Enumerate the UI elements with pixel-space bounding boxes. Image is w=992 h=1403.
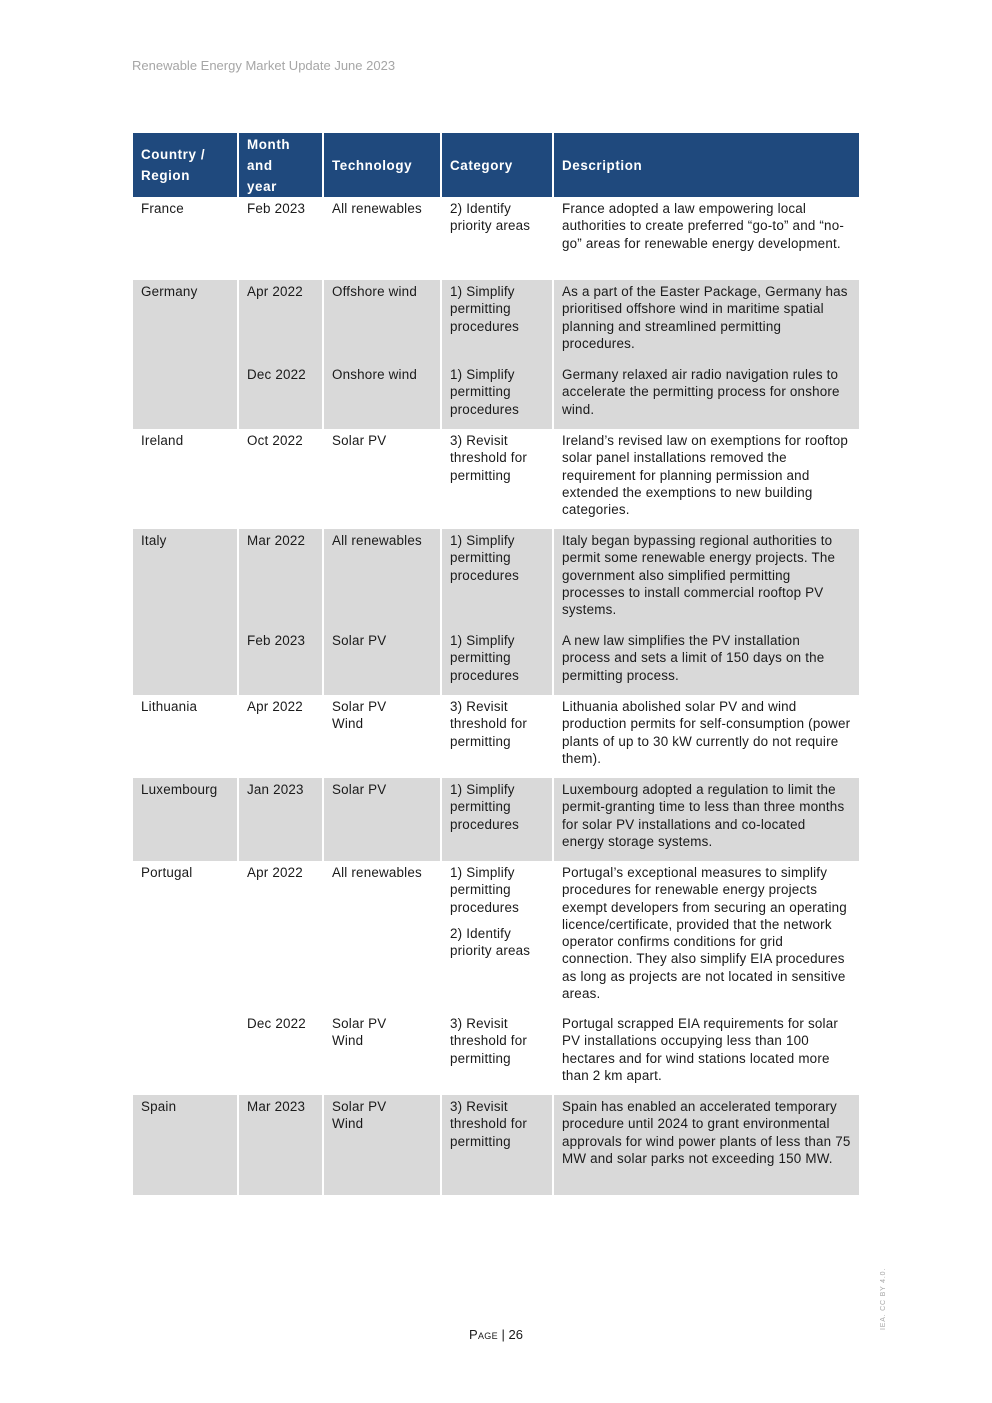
cell-technology: Offshore wind [324,280,442,363]
category-item: 3) Revisit threshold for permitting [450,433,528,483]
category-item: 1) Simplify permitting procedures [450,633,519,683]
technology-text: Solar PV Wind [332,1099,387,1132]
cell-date: Jan 2023 [239,778,324,861]
cell-description: France adopted a law empowering local authorities to create preferred “go-to” and “no-go” areas for renewable energy development. [554,197,859,280]
category-item: 3) Revisit threshold for permitting [450,1099,528,1149]
table-row [133,629,859,695]
cell-description: A new law simplifies the PV installation process and sets a limit of 150 days on the permitting process. [554,629,859,695]
category-item: 3) Revisit threshold for permitting [450,699,528,749]
cell-category [442,861,554,1012]
cell-country: Portugal [133,861,239,1095]
cell-date: Dec 2022 [239,1012,324,1095]
technology-text: Solar PV Wind [332,1016,387,1049]
table-row [133,429,859,529]
table-row [133,363,859,429]
cell-category [442,197,554,280]
category-item: 3) Revisit threshold for permitting [450,1016,528,1066]
cell-category [442,778,554,861]
cell-country: Luxembourg [133,778,239,861]
category-item: 1) Simplify permitting procedures [450,782,519,832]
cell-category [442,429,554,529]
col-header-category: Category [442,133,554,197]
cell-date: Apr 2022 [239,695,324,778]
cell-category [442,1012,554,1095]
cell-description: Ireland’s revised law on exemptions for rooftop solar panel installations removed the requirement for planning permission and extended the exemptions to new building categories. [554,429,859,529]
cell-country: Italy [133,529,239,695]
policy-table [133,133,859,1195]
table-row [133,280,859,363]
category-item: 1) Simplify permitting procedures [450,367,519,417]
col-header-description: Description [554,133,859,197]
category-item: 1) Simplify permitting procedures [450,533,519,583]
cell-technology: Solar PV [324,778,442,861]
cell-category [442,280,554,363]
running-header: Renewable Energy Market Update June 2023 [132,58,396,73]
cell-category [442,363,554,429]
table-header-row [133,133,859,197]
cell-technology [324,695,442,778]
cell-technology [324,1012,442,1095]
cell-category [442,1095,554,1195]
cell-country: Germany [133,280,239,429]
cell-technology: Solar PV [324,629,442,695]
cell-description: Germany relaxed air radio navigation rules to accelerate the permitting process for onshore wind. [554,363,859,429]
cell-description: As a part of the Easter Package, Germany has prioritised offshore wind in maritime spatial planning and streamlined permitting procedures. [554,280,859,363]
cell-category [442,529,554,629]
table-row [133,778,859,861]
cell-category [442,695,554,778]
category-item: 1) Simplify permitting procedures [450,284,519,334]
cell-description: Italy began bypassing regional authorities to permit some renewable energy projects. The government also simplified permitting processes to install commercial rooftop PV systems. [554,529,859,629]
cell-date: Mar 2022 [239,529,324,629]
col-header-technology: Technology [324,133,442,197]
cell-description: Portugal scrapped EIA requirements for solar PV installations occupying less than 100 hectares and for wind stations located more than 2 km apart. [554,1012,859,1095]
cell-country: Ireland [133,429,239,529]
cell-description: Luxembourg adopted a regulation to limit the permit-granting time to less than three months for solar PV installations and co-located energy storage systems. [554,778,859,861]
cell-description: Portugal’s exceptional measures to simplify procedures for renewable energy projects exempt developers from securing an operating licence/certificate, provided that the network operator confirms conditions for grid connection. They also simplify EIA procedures as long as projects are not located in sensitive areas. [554,861,859,1012]
table-row [133,529,859,629]
cell-date: Apr 2022 [239,861,324,1012]
col-header-month-year [239,133,324,197]
col-header-country: Country / Region [133,133,239,197]
cell-date: Apr 2022 [239,280,324,363]
cell-technology: Onshore wind [324,363,442,429]
table-row [133,197,859,280]
cell-technology: All renewables [324,529,442,629]
cell-country: Lithuania [133,695,239,778]
category-item: 2) Identify priority areas [450,201,531,234]
cell-technology [324,1095,442,1195]
page-footer [0,1327,992,1342]
col-header-month-year-line1: Month and [247,136,291,173]
table-row [133,1012,859,1095]
cell-country: Spain [133,1095,239,1195]
cell-country: France [133,197,239,280]
page-number: 26 [508,1327,523,1342]
table-row [133,1095,859,1195]
col-header-month-year-line2: year [247,178,277,194]
cell-date: Oct 2022 [239,429,324,529]
category-item: 2) Identify priority areas [450,925,531,959]
cell-date: Feb 2023 [239,629,324,695]
cell-technology: All renewables [324,197,442,280]
cell-category [442,629,554,695]
table-row [133,695,859,778]
license-note: IEA. CC BY 4.0. [880,1267,887,1330]
cell-date: Mar 2023 [239,1095,324,1195]
technology-text: Solar PV Wind [332,699,387,732]
cell-technology: Solar PV [324,429,442,529]
category-item: 1) Simplify permitting procedures [450,865,519,915]
cell-date: Dec 2022 [239,363,324,429]
cell-description: Spain has enabled an accelerated temporary procedure until 2024 to grant environmental approvals for wind power plants of less than 75 MW and solar parks not exceeding 150 MW. [554,1095,859,1195]
page-separator: | [501,1327,505,1342]
page-label: Page [469,1327,498,1342]
table-row [133,861,859,1012]
cell-date: Feb 2023 [239,197,324,280]
cell-technology: All renewables [324,861,442,1012]
cell-description: Lithuania abolished solar PV and wind production permits for self-consumption (power plants of up to 30 kW currently do not require them). [554,695,859,778]
